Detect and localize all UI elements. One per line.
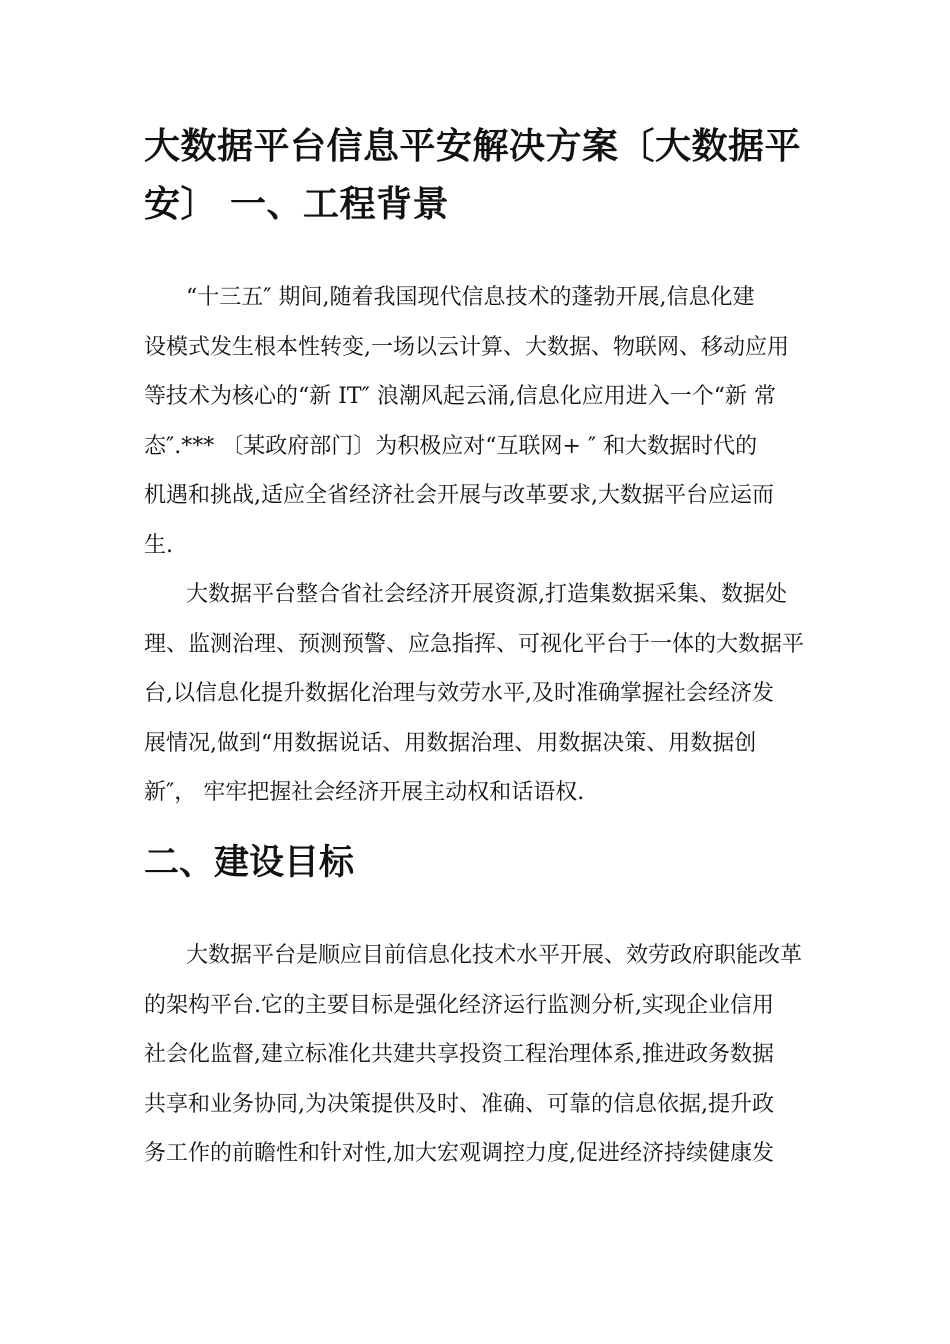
section-heading-goals: 二、建设目标 (144, 843, 355, 883)
text-line: 社会化监督,建立标准化共建共享投资工程治理体系,推进政务数据 (144, 1042, 774, 1067)
title-line-1: 大数据平台信息平安解决方案〔大数据平 (144, 126, 802, 167)
text-line: 台,以信息化提升数据化治理与效劳水平,及时准确掌握社会经济发 (144, 681, 774, 706)
text-line: 展情况,做到“用数据说话、用数据治理、用数据决策、用数据创 (144, 730, 757, 756)
background-paragraph-2 (144, 570, 834, 818)
text-line: 大数据平台整合省社会经济开展资源,打造集数据采集、数据处 (186, 582, 787, 607)
text-line: 共享和业务协同,为决策提供及时、准确、可靠的信息依据,提升政 (144, 1091, 774, 1117)
text-line: 新″， 牢牢把握社会经济开展主动权和话语权. (144, 780, 585, 805)
text-line: 务工作的前瞻性和针对性,加大宏观调控力度,促进经济持续健康发 (144, 1141, 774, 1166)
text-line: 生. (144, 532, 173, 558)
text-line: 理、监测治理、预测预警、应急指挥、可视化平台于一体的大数据平 (144, 631, 805, 657)
text-line: 等技术为核心的“新 IT″ 浪潮风起云涌,信息化应用进入一个“新 常 (144, 384, 777, 409)
text-line: 机遇和挑战,适应全省经济社会开展与改革要求,大数据平台应运而 (144, 483, 774, 508)
document-title (144, 118, 834, 234)
text-line: 的架构平台.它的主要目标是强化经济运行监测分析,实现企业信用 (144, 992, 774, 1018)
text-line: 大数据平台是顺应目前信息化技术水平开展、效劳政府职能改革 (186, 943, 803, 968)
goals-paragraph-1 (144, 931, 834, 1179)
background-paragraph-1 (144, 273, 834, 570)
text-line: 态″.*** 〔某政府部门〕为积极应对“互联网+ ″ 和大数据时代的 (144, 433, 758, 459)
title-line-2: 安〕 一、工程背景 (144, 184, 450, 225)
text-line: “十三五″ 期间,随着我国现代信息技术的蓬勃开展,信息化建 (186, 285, 755, 310)
text-line: 设模式发生根本性转变,一场以云计算、大数据、物联网、移动应用 (144, 334, 789, 360)
